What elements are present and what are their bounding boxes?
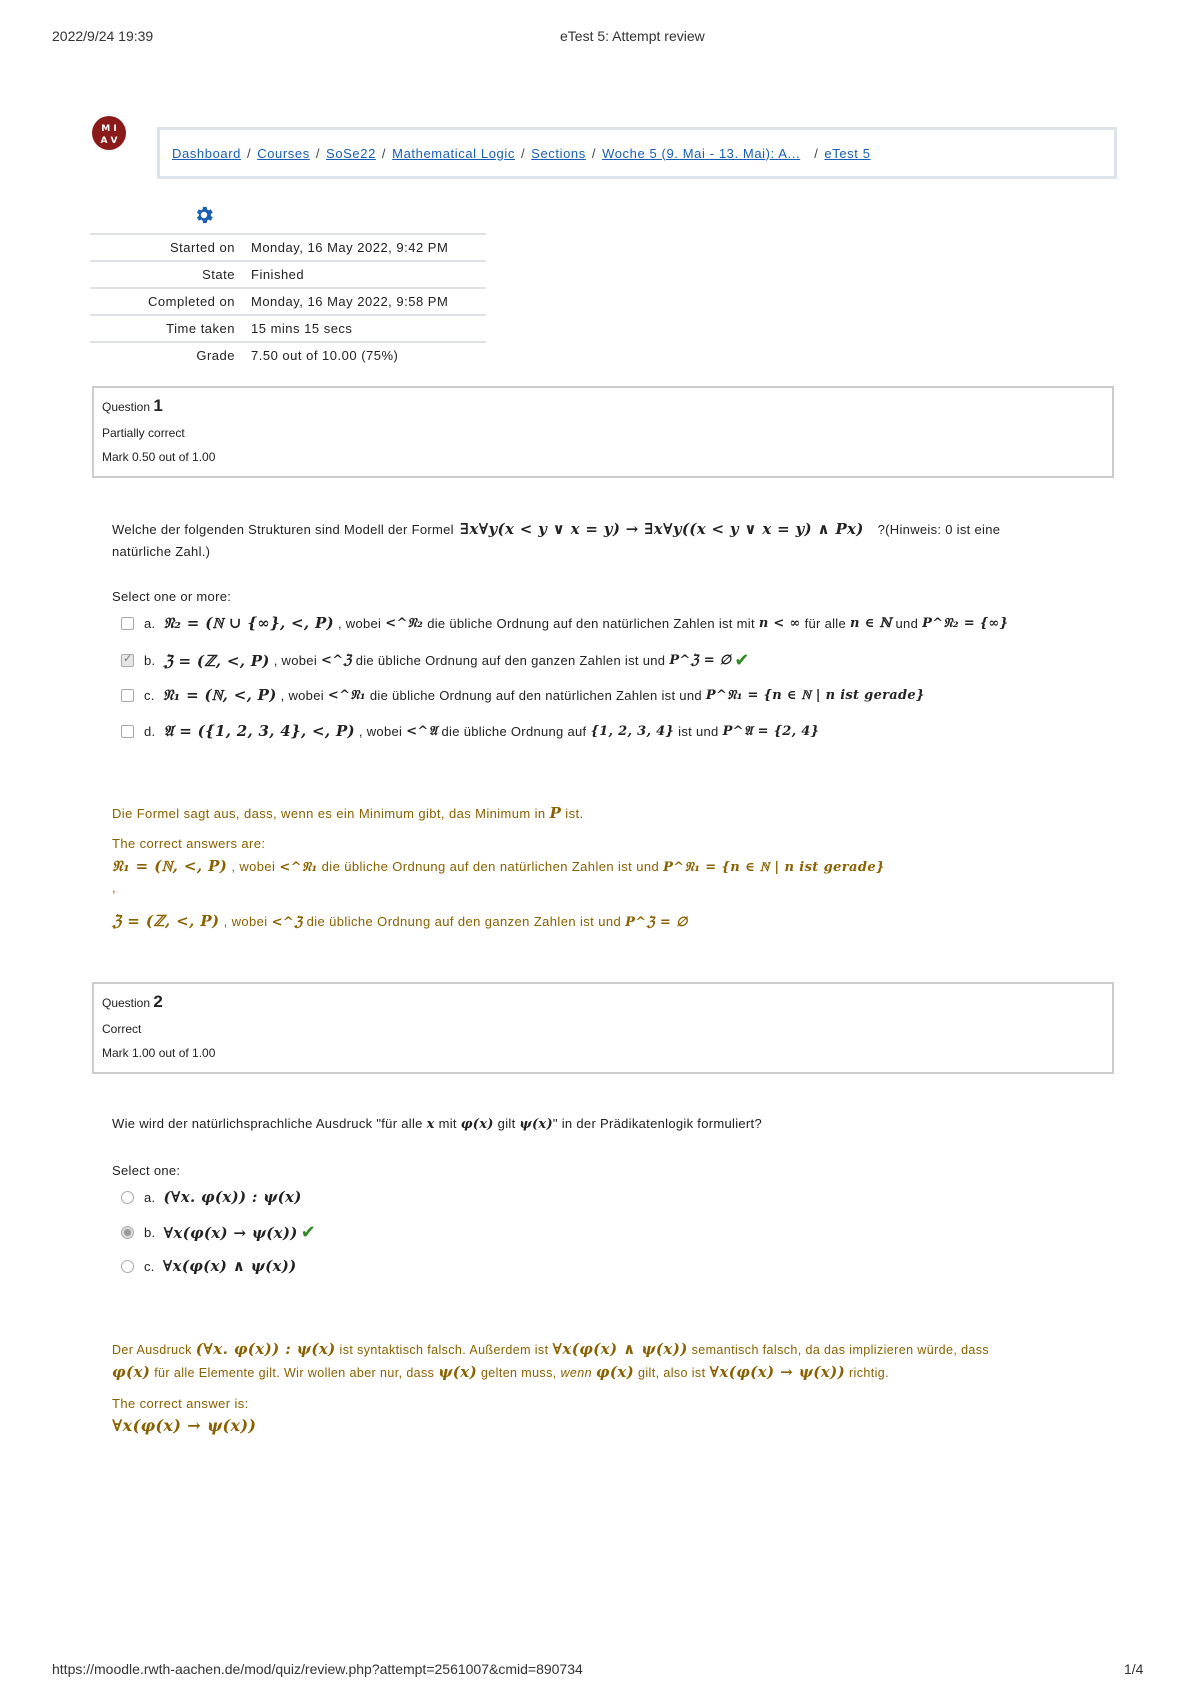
- correct-answer-label: The correct answer is:: [112, 1396, 249, 1411]
- summary-row: [90, 288, 486, 315]
- check-icon: ✔: [300, 1222, 317, 1242]
- correct-answer-2: ℨ = (ℤ, <, P) , wobei <^ℨ die übliche Ordnung auf den ganzen Zahlen ist und P^ℨ = ∅: [112, 912, 688, 930]
- check-icon: ✔: [734, 650, 750, 670]
- question-number: Question 1: [102, 396, 163, 415]
- answer-option-c[interactable]: c. 𝔑₁ = (ℕ, <, P) , wobei <^𝔑₁ die übliche Ordnung auf den natürlichen Zahlen ist und P^𝔑₁ = {n ∈ ℕ | n ist gerade}: [121, 686, 925, 704]
- question-mark: Mark 0.50 out of 1.00: [102, 450, 216, 464]
- question-1-text-cont: natürliche Zahl.): [112, 544, 211, 559]
- breadcrumb-week[interactable]: Woche 5 (9. Mai - 13. Mai): A...: [602, 145, 801, 161]
- breadcrumb-courses[interactable]: Courses: [257, 145, 310, 161]
- question-state: Partially correct: [102, 426, 185, 440]
- summary-value: 15 mins 15 secs: [251, 321, 353, 336]
- attempt-summary: [90, 233, 486, 368]
- select-instruction: Select one:: [112, 1163, 181, 1178]
- checkbox-checked[interactable]: [121, 654, 134, 667]
- print-title: eTest 5: Attempt review: [560, 28, 705, 44]
- breadcrumb-dashboard[interactable]: Dashboard: [172, 145, 241, 161]
- svg-text:A V: A V: [100, 136, 118, 146]
- summary-key: Grade: [196, 348, 235, 363]
- select-instruction: Select one or more:: [112, 589, 232, 604]
- radio[interactable]: [121, 1191, 134, 1204]
- question-number: Question 2: [102, 992, 163, 1011]
- question-1-info: [92, 386, 1114, 478]
- correct-answer-1: 𝔑₁ = (ℕ, <, P) , wobei <^𝔑₁ die übliche Ordnung auf den natürlichen Zahlen ist und P^𝔑₁ = {n ∈ ℕ | n ist gerade}: [112, 857, 885, 875]
- question-2-info: [92, 982, 1114, 1074]
- correct-answers-label: The correct answers are:: [112, 836, 266, 851]
- print-url: https://moodle.rwth-aachen.de/mod/quiz/review.php?attempt=2561007&cmid=890734: [52, 1661, 583, 1677]
- breadcrumb-etest[interactable]: eTest 5: [824, 145, 871, 161]
- correct-answer: ∀x(φ(x) → ψ(x)): [112, 1416, 257, 1435]
- checkbox[interactable]: [121, 689, 134, 702]
- print-page-number: 1/4: [1124, 1661, 1144, 1677]
- summary-key: Time taken: [166, 321, 235, 336]
- answer-option-b[interactable]: ✓ b. ℨ = (ℤ, <, P) , wobei <^ℨ die übliche Ordnung auf den ganzen Zahlen ist und P^ℨ = ∅ ✔: [121, 650, 750, 671]
- checkbox[interactable]: [121, 725, 134, 738]
- summary-value: Monday, 16 May 2022, 9:42 PM: [251, 240, 449, 255]
- answer-option-a[interactable]: a. (∀x. φ(x)) : ψ(x): [121, 1188, 302, 1206]
- question-state: Correct: [102, 1022, 142, 1036]
- summary-value: Finished: [251, 267, 305, 282]
- checkbox[interactable]: [121, 617, 134, 630]
- formula: ∃x∀y(x < y ∨ x = y) → ∃x∀y((x < y ∨ x = y) ∧ Px): [459, 520, 864, 538]
- answer-option-b[interactable]: b. ∀x(φ(x) → ψ(x)) ✔: [121, 1222, 316, 1243]
- breadcrumb: Dashboard / Courses / SoSe22 / Mathematical Logic / Sections / Woche 5 (9. Mai - 13. Mai): A... / eTest 5: [157, 127, 1117, 179]
- svg-text:M I: M I: [101, 124, 117, 134]
- summary-row: [90, 261, 486, 288]
- answer-separator: ,: [112, 880, 117, 895]
- summary-key: Completed on: [148, 294, 235, 309]
- answer-option-a[interactable]: a. 𝔑₂ = (ℕ ∪ {∞}, <, P) , wobei <^𝔑₂ die übliche Ordnung auf den natürlichen Zahlen ist mit n < ∞ für alle n ∈ ℕ und P^𝔑₂ = {∞}: [121, 614, 1008, 632]
- general-feedback: Der Ausdruck (∀x. φ(x)) : ψ(x) ist syntaktisch falsch. Außerdem ist ∀x(φ(x) ∧ ψ(x)) semantisch falsch, da das implizieren würde, dass: [112, 1340, 990, 1358]
- summary-value: 7.50 out of 10.00 (75%): [251, 348, 399, 363]
- question-mark: Mark 1.00 out of 1.00: [102, 1046, 216, 1060]
- summary-key: State: [202, 267, 235, 282]
- general-feedback: Die Formel sagt aus, dass, wenn es ein Minimum gibt, das Minimum in P ist.: [112, 804, 584, 822]
- question-1-text: Welche der folgenden Strukturen sind Modell der Formel ∃x∀y(x < y ∨ x = y) → ∃x∀y((x < y ∨ x = y) ∧ Px) ?(Hinweis: 0 ist eine: [112, 520, 1001, 538]
- radio-checked[interactable]: [121, 1226, 134, 1239]
- summary-row: [90, 234, 486, 261]
- summary-row: [90, 342, 486, 368]
- summary-value: Monday, 16 May 2022, 9:58 PM: [251, 294, 449, 309]
- site-logo[interactable]: [90, 114, 128, 152]
- summary-row: [90, 315, 486, 342]
- print-datetime: 2022/9/24 19:39: [52, 28, 154, 44]
- breadcrumb-course-term[interactable]: SoSe22: [326, 145, 376, 161]
- question-2-text: Wie wird der natürlichsprachliche Ausdruck "für alle x mit φ(x) gilt ψ(x)" in der Prädikatenlogik formuliert?: [112, 1116, 762, 1132]
- answer-option-c[interactable]: c. ∀x(φ(x) ∧ ψ(x)): [121, 1257, 297, 1275]
- breadcrumb-sections[interactable]: Sections: [531, 145, 586, 161]
- general-feedback-cont: φ(x) für alle Elemente gilt. Wir wollen aber nur, dass ψ(x) gelten muss, wenn φ(x) gilt, also ist ∀x(φ(x) → ψ(x)) richtig.: [112, 1363, 889, 1381]
- summary-key: Started on: [170, 240, 235, 255]
- answer-option-d[interactable]: d. 𝔄 = ({1, 2, 3, 4}, <, P) , wobei <^𝔄 die übliche Ordnung auf {1, 2, 3, 4} ist und P^𝔄 = {2, 4}: [121, 722, 819, 740]
- breadcrumb-course[interactable]: Mathematical Logic: [392, 145, 515, 161]
- gear-icon[interactable]: [193, 204, 215, 226]
- radio[interactable]: [121, 1260, 134, 1273]
